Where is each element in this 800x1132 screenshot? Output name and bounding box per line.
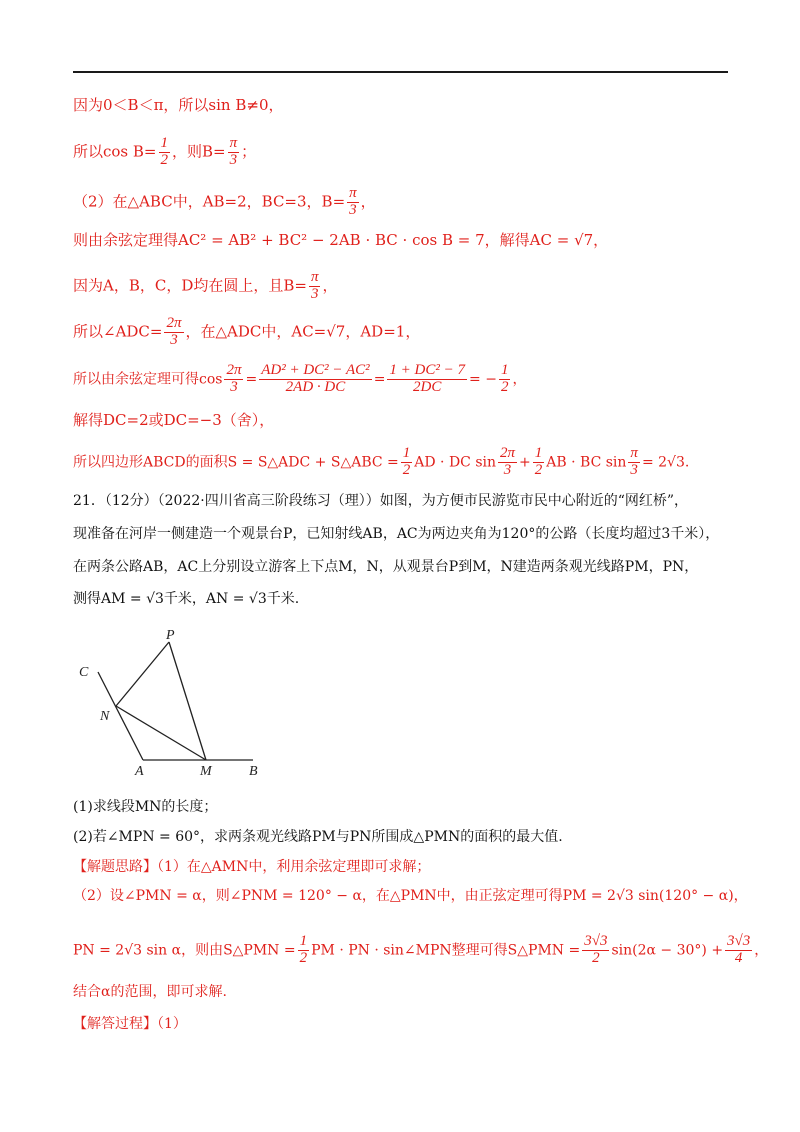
solution-idea-line-1: 【解题思路】（1）在△AMN中，利用余弦定理即可求解； — [73, 859, 431, 875]
label-a: A — [135, 764, 144, 779]
solution-line-1: 因为0＜B＜π，所以sin B≠0， — [73, 96, 284, 114]
solution-idea-line-2: （2）设∠PMN = α，则∠PNM = 120° − α，在△PMN中，由正弦定理可得PM = 2√3 sin(120° − α)， — [73, 888, 748, 904]
solution-idea-line-4: 结合α的范围，即可求解. — [73, 984, 227, 1000]
question-21-line-1: 21．（12分）（2022·四川省高三阶段练习（理））如图，为方便市民游览市民中心附近的“网红桥”， — [73, 493, 689, 509]
subquestion-2: (2)若∠MPN = 60°，求两条观光线路PM与PN所围成△PMN的面积的最大值. — [73, 829, 563, 845]
segment-pn — [116, 642, 169, 706]
label-m: M — [200, 764, 212, 779]
header-rule — [73, 71, 728, 73]
label-p: P — [166, 628, 175, 643]
segment-pm — [169, 642, 206, 760]
geometry-figure — [73, 628, 273, 780]
solution-line-8: 解得DC=2或DC=−3（舍）， — [73, 411, 275, 429]
solution-idea-line-3: PN = 2√3 sin α，则由S△PMN = $\frac{1}{2}$ PM · PN · sin∠MPN整理可得S△PMN = $\frac{3√3}{2}$ sin(2α − 30°) + $\frac{3√3}{4}$ ， — [73, 933, 769, 966]
label-n: N — [100, 709, 110, 724]
answer-process-tag: 【解答过程】 — [73, 1016, 157, 1032]
solution-line-3: （2）在△ABC中，AB=2，BC=3，B= $\frac{\pi}{3}$ ， — [73, 185, 376, 218]
solution-line-2: 所以cos B= $\frac{1}{2}$ ，则B= $\frac{\pi}{3}$ ； — [73, 135, 257, 168]
subquestion-1: (1)求线段MN的长度； — [73, 799, 218, 815]
question-21-line-3: 在两条公路AB，AC上分别设立游客上下点M，N，从观景台P到M，N建造两条观光线路PM，PN， — [73, 559, 699, 575]
answer-process-line: 【解答过程】（1） — [73, 1016, 187, 1032]
label-c: C — [79, 665, 89, 680]
solution-line-7: 所以由余弦定理可得cos $\frac{2\pi}{3}$ = $\frac{\text{AD² + DC² − AC²}}{2AD \cdot DC}$ = $\frac{\text{1 + DC² − 7}}{2DC}$ = − $\frac{1}{2}$ ， — [73, 362, 527, 395]
solution-line-9: 所以四边形ABCD的面积S = S△ADC + S△ABC = $\frac{1}{2}$ AD · DC sin $\frac{2\pi}{3}$ + $\frac{1}{2}$ AB · BC sin $\frac{\pi}{3}$ = 2√3. — [73, 445, 690, 478]
solution-line-5: 因为A，B，C，D均在圆上，且B= $\frac{\pi}{3}$ ， — [73, 269, 338, 302]
solution-line-6: 所以∠ADC= $\frac{2\pi}{3}$ ，在△ADC中，AC=√7，AD=1， — [73, 315, 421, 348]
question-21-line-2: 现准备在河岸一侧建造一个观景台P，已知射线AB，AC为两边夹角为120°的公路（长度均超过3千米）， — [73, 526, 720, 542]
label-b: B — [249, 764, 258, 779]
question-21-line-4: 测得AM = √3千米，AN = √3千米. — [73, 591, 300, 607]
solution-idea-tag: 【解题思路】 — [73, 859, 157, 875]
solution-line-4: 则由余弦定理得AC² = AB² + BC² − 2AB · BC · cos B = 7，解得AC = √7， — [73, 231, 609, 249]
